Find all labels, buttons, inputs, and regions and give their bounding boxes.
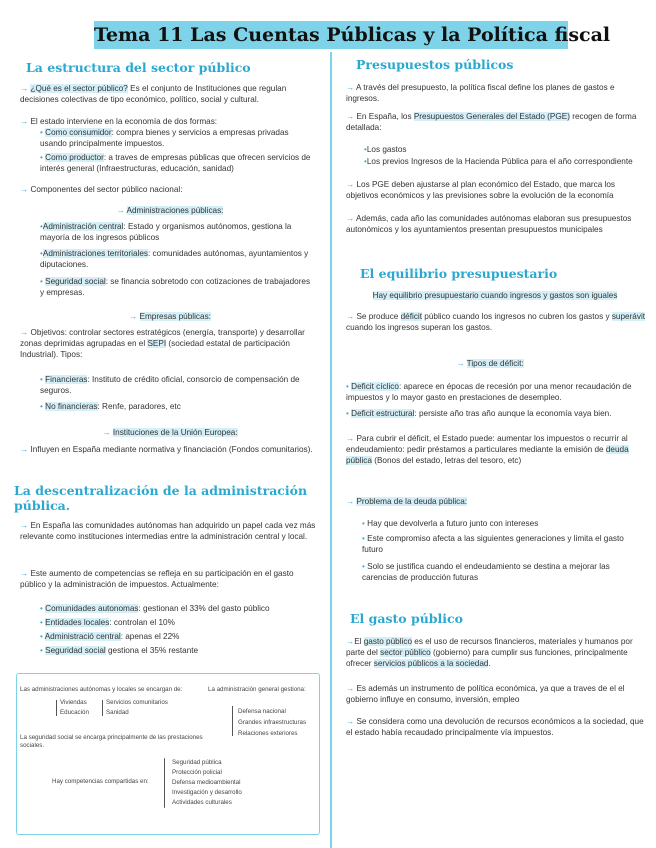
text-equilibrio: Hay equilibrio presupuestario cuando ingresos y gastos son iguales [372, 291, 618, 300]
hl-deuda: deuda pública [346, 445, 629, 466]
text-dos-formas: El estado interviene en la economía de dos formas: [30, 117, 218, 126]
text-g2: Es además un instrumento de política económica, ya que a traves de el el gobierno influye en consumo, inversión, empleo [346, 684, 625, 705]
para-g1: →El gasto público es el uso de recursos financieros, materiales y humanos por parte del sector público (gobierno) para cumplir sus funciones, principalmente ofrecer servicios públicos a la sociedad. [346, 637, 633, 669]
diag-t3: La seguridad social se encarga principalmente de las prestaciones sociales. [20, 734, 203, 749]
para-r2: → En España, los Presupuestos Generales del Estado (PGE) recogen de forma detallada: [346, 112, 637, 133]
hl-consumidor: Como consumidor [45, 128, 112, 137]
item-ccaa: • Comunidades autonomas: gestionan el 33% del gasto público [40, 604, 270, 613]
sub-equilibrio [340, 290, 650, 301]
heading-descentralizacion: La descentralización de la administración pública. [14, 483, 308, 513]
diag-t1b: Educación [60, 709, 89, 716]
hl-que-es: ¿Qué es el sector público? [30, 84, 128, 93]
hl-adm-central-pct: Administració central [44, 632, 121, 641]
text-financieras: : Instituto de crédito oficial, consorcio de compensación de seguros. [40, 375, 300, 396]
text-ccaa: En España las comunidades autónomas han adquirido un papel cada vez más relevante como instituciones intermedias entre la administración central y local. [20, 521, 316, 542]
item-no-financieras: • No financieras: Renfe, paradores, etc [40, 402, 181, 411]
text-e1c: cuando los ingresos superan los gastos. [346, 323, 493, 333]
item-adm-central: •Administración central: Estado y organismos autónomos, gestiona la mayoría de los ingresos públicos [40, 222, 292, 243]
hl-productor: Como productor [45, 153, 104, 162]
text-problema: Problema de la deuda pública: [356, 497, 468, 506]
diag-t2b: Grandes infraestructuras [238, 719, 307, 726]
diag-t4c: Defensa medioambiental [172, 779, 241, 786]
para-objetivos: → Objetivos: controlar sectores estratégicos (energía, transporte) y desarrollar zonas deprimidas agrupadas en el SEPI (sociedad estatal de participación Industrial). Tipos: [20, 328, 305, 360]
item-seg-social-pct: • Seguridad social gestiona el 35% restante [40, 646, 199, 655]
diag-brace-2 [102, 700, 103, 716]
para-g3: → Se considera como una devolución de recursos económicos a la sociedad, que el estado había recaudado principalmente vía impuestos. [346, 717, 644, 738]
hl-entidades: Entidades locales [45, 618, 110, 627]
text-adm-central: : Estado y organismos autónomos, gestiona la mayoría de los ingresos públicos [40, 222, 292, 243]
para-g2: → Es además un instrumento de política económica, ya que a traves de el el gobierno influye en consumo, inversión, empleo [346, 684, 625, 705]
diag-t1d: Sanidad [106, 709, 129, 716]
text-objetivos-2: (sociedad estatal de participación Industrial). Tipos: [20, 339, 290, 360]
item-adm-territoriales: •Administraciones territoriales: comunidades autónomas, ayuntamientos y diputaciones. [40, 249, 309, 270]
page-title: Tema 11 Las Cuentas Públicas y la Política fiscal [94, 24, 611, 46]
diag-t4: Hay competencias compartidas en: [52, 778, 149, 785]
hl-seg-social-pct: Seguridad social [45, 646, 106, 655]
heading-equilibrio: El equilibrio presupuestario [360, 266, 558, 281]
item-gastos: •Los gastos [364, 145, 407, 154]
item-consumidor: • Como consumidor: compra bienes y servicios a empresas privadas usando principalmente impuestos. [40, 128, 289, 149]
diag-t4a: Seguridad pública [172, 759, 222, 766]
item-deficit-ciclico: • Deficit cíclico: aparece en épocas de recesión por una menor recaudación de impuestos y lo mayor gasto en prestaciones de desempleo. [346, 382, 632, 403]
item-productor: • Como productor: a traves de empresas públicas que ofrecen servicios de interés general (Infraestructuras, educación, sanidad) [40, 153, 311, 174]
hl-gasto: gasto público [363, 637, 412, 646]
item-financieras: • Financieras: Instituto de crédito oficial, consorcio de compensación de seguros. [40, 375, 300, 396]
text-cubrir-2: (Bonos del estado, letras del tesoro, etc) [371, 456, 522, 466]
text-entidades: : controlan el 10% [109, 618, 175, 627]
hl-no-financieras: No financieras [45, 402, 98, 411]
sub-ue: → Instituciones de la Unión Europea: [102, 428, 238, 437]
hl-adm-territoriales: Administraciones territoriales [42, 249, 148, 258]
text-que-es: Es el conjunto de Instituciones que regulan decisiones colectivas de tipo económico, político, social y cultural. [20, 84, 287, 105]
diag-t4e: Actividades culturales [172, 799, 232, 806]
text-sub-ue: Instituciones de la Unión Europea: [112, 428, 238, 437]
hl-ccaa: Comunidades autonomas [45, 604, 139, 613]
text-r1: A través del presupuesto, la política fiscal define los planes de gastos e ingresos. [346, 83, 615, 104]
diag-t2: La administración general gestiona: [208, 686, 306, 693]
diag-brace-3 [232, 706, 233, 736]
para-ccaa: → En España las comunidades autónomas han adquirido un papel cada vez más relevante como instituciones intermedias entre la administración central y local. [20, 521, 316, 542]
para-r4: → Además, cada año las comunidades autónomas elaboran sus presupuestos autonómicos y los ayuntamientos presentan presupuestos municipales [346, 214, 632, 235]
item-pb1: • Hay que devolverla a futuro junto con intereses [362, 519, 539, 528]
text-seg-social: : se financia sobretodo con cotizaciones de trabajadores y empresas. [40, 277, 311, 298]
text-deficit-estructural: : persiste año tras año aunque la economía vaya bien. [414, 409, 612, 418]
para-deficit: → Se produce déficit público cuando los ingresos no cubren los gastos y superávit cuando los ingresos superan los gastos. [346, 312, 646, 333]
diag-t4d: Investigación y desarrollo [172, 789, 242, 796]
item-ingresos: •Los previos Ingresos de la Hacienda Pública para el año correspondiente [364, 157, 633, 166]
text-g3: Se considera como una devolución de recursos económicos a la sociedad, que el estado había recaudado principalmente vía impuestos. [346, 717, 644, 738]
diag-t2c: Relaciones exteriores [238, 730, 298, 737]
text-consumidor: : compra bienes y servicios a empresas privadas usando principalmente impuestos. [40, 128, 289, 149]
sub-administraciones: → Administraciones públicas: [116, 206, 224, 215]
text-sub-administraciones: Administraciones públicas: [126, 206, 224, 215]
hl-deficit: déficit [400, 312, 423, 321]
text-tipos: Tipos de déficit: [466, 359, 524, 368]
diag-t1c: Servicios comunitarios [106, 699, 168, 706]
item-deficit-estructural: • Deficit estructural: persiste año tras año aunque la economía vaya bien. [346, 409, 612, 418]
hl-adm-central: Administración central [42, 222, 124, 231]
text-cubrir: Para cubrir el déficit, el Estado puede: aumentar los impuestos o recurrir al endeudamiento: pedir préstamos a particulares mediante la emisión de [346, 434, 628, 455]
para-componentes: → Componentes del sector público nacional: [20, 185, 183, 194]
item-adm-central-pct: • Administració central: apenas el 22% [40, 632, 180, 641]
text-productor: : a traves de empresas públicas que ofrecen servicios de interés general (Infraestructuras, educación, sanidad) [40, 153, 311, 174]
hl-pge: Presupuestos Generales del Estado (PGE) [413, 112, 570, 121]
text-r3: Los PGE deben ajustarse al plan económico del Estado, que marca los objetivos económicos y las previsiones sobre la evolución de la economía [346, 180, 615, 201]
text-ue: Influyen en España mediante normativa y financiación (Fondos comunitarios). [30, 445, 313, 454]
para-competencias: → Este aumento de competencias se refleja en su participación en el gasto público y la administración de impuestos. Actualmente: [20, 569, 294, 590]
diag-t1: Las administraciones autónomas y locales se encargan de: [20, 686, 183, 693]
text-ccaa-gasto: : gestionan el 33% del gasto público [138, 604, 270, 613]
text-pb1: Hay que devolverla a futuro junto con intereses [367, 519, 539, 528]
text-g1d: . [488, 659, 491, 669]
hl-deficit-ciclico: Deficit cíclico [351, 382, 399, 391]
diag-t1a: Viviendas [60, 699, 87, 706]
diag-brace-4 [164, 758, 165, 808]
text-r4: Además, cada año las comunidades autónomas elaboran sus presupuestos autonómicos y los ayuntamientos presentan presupuestos municipales [346, 214, 632, 235]
para-que-es: → ¿Qué es el sector público? Es el conjunto de Instituciones que regulan decisiones colectivas de tipo económico, político, social y cultural. [20, 84, 287, 105]
text-ingresos: Los previos Ingresos de la Hacienda Pública para el año correspondiente [366, 157, 633, 166]
sub-empresas: → Empresas públicas: [129, 312, 211, 321]
text-adm-territoriales: : comunidades autónomas, ayuntamientos y diputaciones. [40, 249, 309, 270]
heading-gasto: El gasto público [350, 611, 463, 626]
para-ue: → Influyen en España mediante normativa y financiación (Fondos comunitarios). [20, 445, 313, 454]
text-no-financieras: : Renfe, paradores, etc [97, 402, 181, 411]
para-cubrir: → Para cubrir el déficit, el Estado puede: aumentar los impuestos o recurrir al endeudamiento: pedir préstamos a particulares mediante la emisión de deuda pública (Bonos del estado, letras del tesoro, etc) [346, 434, 629, 466]
text-e1a: Se produce [356, 312, 401, 321]
hl-servicios: servicios públicos a la sociedad [373, 659, 489, 669]
text-adm-central-pct: : apenas el 22% [120, 632, 180, 641]
item-entidades: • Entidades locales: controlan el 10% [40, 618, 175, 627]
heading-estructura: La estructura del sector público [26, 60, 251, 75]
heading-presupuestos: Presupuestos públicos [356, 57, 514, 72]
text-competencias: Este aumento de competencias se refleja en su participación en el gasto público y la administración de impuestos. Actualmente: [20, 569, 294, 590]
diag-t2a: Defensa nacional [238, 708, 286, 715]
item-seg-social: • Seguridad social: se financia sobretodo con cotizaciones de trabajadores y empresas. [40, 277, 311, 298]
hl-deficit-estructural: Deficit estructural [351, 409, 415, 418]
text-g1b: es el uso de recursos financieros, materiales y humanos por parte del [346, 637, 633, 658]
item-pb3: • Solo se justifica cuando el endeudamiento se destina a mejorar las carencias de producción futuras [362, 562, 610, 583]
hl-sepi: SEPI [147, 339, 167, 349]
hl-superavit: superávit [611, 312, 646, 321]
para-r1: → A través del presupuesto, la política fiscal define los planes de gastos e ingresos. [346, 83, 615, 104]
hl-seg-social: Seguridad social [45, 277, 106, 286]
hl-financieras: Financieras [45, 375, 88, 384]
text-pb2: Este compromiso afecta a las siguientes generaciones y limita el gasto futuro [362, 534, 624, 555]
diag-brace-1 [56, 700, 57, 716]
text-deficit-ciclico: : aparece en épocas de recesión por una menor recaudación de impuestos y lo mayor gasto en prestaciones de desempleo. [346, 382, 632, 403]
text-g1c: (gobierno) para cumplir sus funciones, principalmente ofrecer [346, 648, 628, 669]
item-pb2: • Este compromiso afecta a las siguientes generaciones y limita el gasto futuro [362, 534, 624, 555]
text-g1a: El [354, 637, 364, 646]
para-r3: → Los PGE deben ajustarse al plan económico del Estado, que marca los objetivos económicos y las previsiones sobre la evolución de la economía [346, 180, 615, 201]
column-divider [330, 52, 332, 848]
text-gastos: Los gastos [366, 145, 407, 154]
text-sub-empresas: Empresas públicas: [139, 312, 211, 321]
competencias-diagram [16, 673, 320, 835]
hl-sector: sector público [380, 648, 431, 658]
sub-tipos: → Tipos de déficit: [456, 359, 524, 368]
diag-t4b: Protección policial [172, 769, 222, 776]
para-dos-formas: → El estado interviene en la economía de dos formas: [20, 117, 218, 126]
text-componentes: Componentes del sector público nacional: [30, 185, 183, 194]
text-r2a: En España, los [356, 112, 414, 121]
para-problema: → Problema de la deuda pública: [346, 497, 468, 506]
text-objetivos: Objetivos: controlar sectores estratégicos (energía, transporte) y desarrollar zonas deprimidas agrupadas en el [20, 328, 305, 349]
text-e1b: público cuando los ingresos no cubren los gastos y [422, 312, 612, 321]
text-seg-social-pct: gestiona el 35% restante [105, 646, 199, 655]
text-pb3: Solo se justifica cuando el endeudamiento se destina a mejorar las carencias de producción futuras [362, 562, 610, 583]
text-r2b: recogen de forma detallada: [346, 112, 637, 133]
